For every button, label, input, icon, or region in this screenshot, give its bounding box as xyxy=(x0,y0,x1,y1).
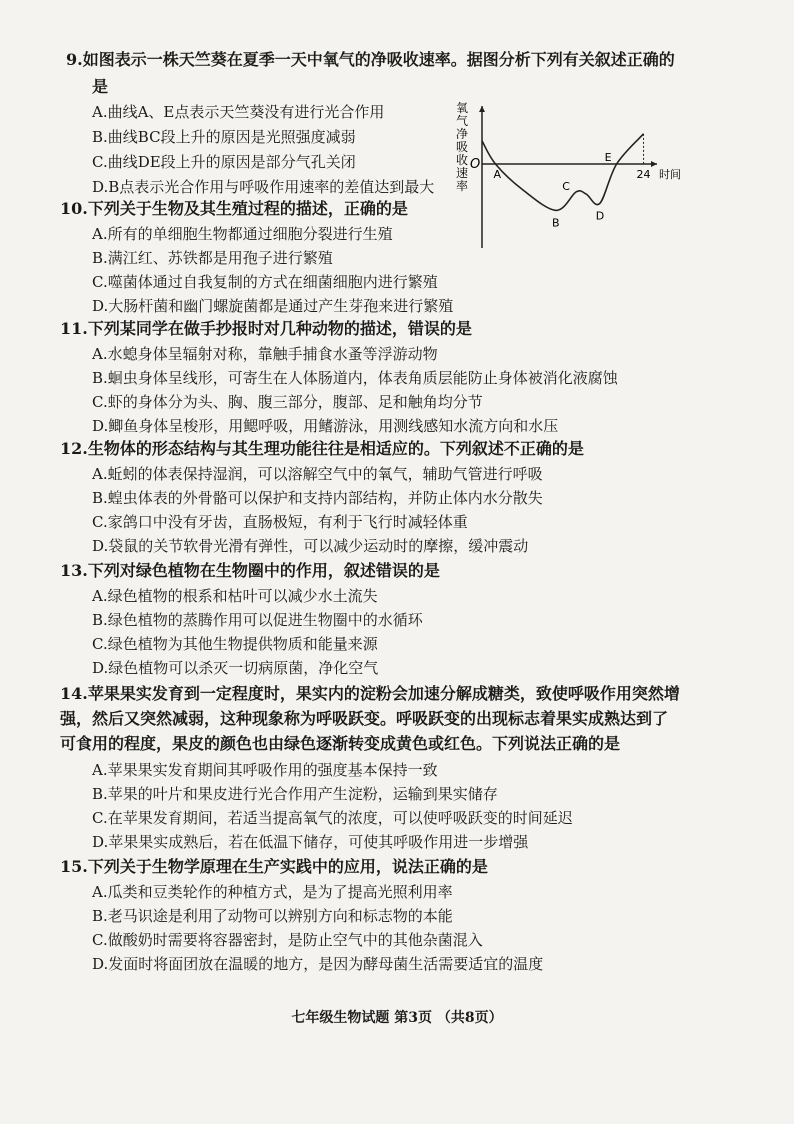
question-stem: 13.下列对绿色植物在生物圈中的作用，叙述错误的是 xyxy=(60,561,440,580)
question-stem: 9.如图表示一株天竺葵在夏季一天中氧气的净吸收速率。据图分析下列有关叙述正确的 xyxy=(66,50,675,69)
question-stem: 10.下列关于生物及其生殖过程的描述，正确的是 xyxy=(60,199,408,218)
question-stem: 11.下列某同学在做手抄报时对几种动物的描述，错误的是 xyxy=(60,319,472,338)
option-a: A.瓜类和豆类轮作的种植方式，是为了提高光照利用率 xyxy=(92,883,453,901)
option-a: A.所有的单细胞生物都通过细胞分裂进行生殖 xyxy=(92,225,393,243)
point-label-a: A xyxy=(493,168,501,181)
option-c: C.噬菌体通过自我复制的方式在细菌细胞内进行繁殖 xyxy=(92,273,438,291)
question-stem: 12.生物体的形态结构与其生理功能往往是相适应的。下列叙述不正确的是 xyxy=(60,439,584,458)
question-stem-continued: 强，然后又突然减弱，这种现象称为呼吸跃变。呼吸跃变的出现标志着果实成熟达到了 xyxy=(60,709,669,728)
question-stem: 14.苹果果实发育到一定程度时，果实内的淀粉会加速分解成糖类，致使呼吸作用突然增 xyxy=(60,684,680,703)
option-d: D.大肠杆菌和幽门螺旋菌都是通过产生芽孢来进行繁殖 xyxy=(92,297,454,315)
option-b: B.老马识途是利用了动物可以辨别方向和标志物的本能 xyxy=(92,907,453,925)
y-axis-label-char: 净 xyxy=(456,127,469,141)
option-a: A.蚯蚓的体表保持湿润，可以溶解空气中的氧气，辅助气管进行呼吸 xyxy=(92,465,543,483)
point-label-d: D xyxy=(595,209,605,223)
x-axis-label: 时间 xyxy=(659,168,681,181)
point-label-e: E xyxy=(604,151,612,164)
option-b: B.曲线BC段上升的原因是光照强度减弱 xyxy=(92,128,356,146)
option-c: C.做酸奶时需要将容器密封，是防止空气中的其他杂菌混入 xyxy=(92,931,483,949)
option-d: D.绿色植物可以杀灭一切病原菌，净化空气 xyxy=(92,659,379,677)
option-c: C.绿色植物为其他生物提供物质和能量来源 xyxy=(92,635,378,653)
option-c: C.在苹果发育期间，若适当提高氧气的浓度，可以使呼吸跃变的时间延迟 xyxy=(92,809,573,827)
option-b: B.满江红、苏铁都是用孢子进行繁殖 xyxy=(92,249,333,267)
option-d: D.鲫鱼身体呈梭形，用鳃呼吸，用鳍游泳，用测线感知水流方向和水压 xyxy=(92,417,559,435)
y-axis-label-char: 率 xyxy=(456,179,469,193)
x-tick-24-label: 24 xyxy=(636,168,651,181)
y-axis-label-char: 收 xyxy=(456,153,469,167)
page-footer: 七年级生物试题 第3页 （共8页） xyxy=(291,1010,503,1026)
option-d: D.B点表示光合作用与呼吸作用速率的差值达到最大 xyxy=(92,178,435,196)
series-line xyxy=(482,134,644,211)
y-axis-label-char: 吸 xyxy=(456,140,469,154)
option-b: B.苹果的叶片和果皮进行光合作用产生淀粉，运输到果实储存 xyxy=(92,785,498,803)
option-c: C.虾的身体分为头、胸、腹三部分，腹部、足和触角均分节 xyxy=(92,393,483,411)
option-d: D.苹果果实成熟后，若在低温下储存，可使其呼吸作用进一步增强 xyxy=(92,833,529,851)
option-c: C.家鸽口中没有牙齿，直肠极短，有利于飞行时减轻体重 xyxy=(92,513,468,531)
x-axis-arrow xyxy=(651,161,657,167)
question-stem-continued: 是 xyxy=(92,77,109,96)
option-b: B.蝗虫体表的外骨骼可以保护和支持内部结构，并防止体内水分散失 xyxy=(92,489,543,507)
option-b: B.蛔虫身体呈线形，可寄生在人体肠道内，体表角质层能防止身体被消化液腐蚀 xyxy=(92,369,618,387)
question-stem: 15.下列关于生物学原理在生产实践中的应用，说法正确的是 xyxy=(60,857,488,876)
y-axis-label xyxy=(456,101,468,193)
y-axis-label-char: 速 xyxy=(456,166,469,180)
option-a: A.水螅身体呈辐射对称，靠触手捕食水蚤等浮游动物 xyxy=(92,345,438,363)
y-axis-label-char: 气 xyxy=(456,114,469,128)
option-b: B.绿色植物的蒸腾作用可以促进生物圈中的水循环 xyxy=(92,611,423,629)
origin-label: O xyxy=(470,157,481,172)
option-a: A.曲线A、E点表示天竺葵没有进行光合作用 xyxy=(92,103,385,121)
y-axis-label-char: 氧 xyxy=(456,101,469,115)
point-label-b: B xyxy=(552,216,560,230)
option-c: C.曲线DE段上升的原因是部分气孔关闭 xyxy=(92,153,356,171)
oxygen-absorption-chart xyxy=(452,98,692,258)
question-stem-continued-2: 可食用的程度，果皮的颜色也由绿色逐渐转变成黄色或红色。下列说法正确的是 xyxy=(60,734,621,753)
y-axis-arrow xyxy=(479,106,485,112)
option-a: A.绿色植物的根系和枯叶可以减少水土流失 xyxy=(92,587,378,605)
option-a: A.苹果果实发育期间其呼吸作用的强度基本保持一致 xyxy=(92,761,438,779)
option-d: D.发面时将面团放在温暖的地方，是因为酵母菌生活需要适宜的温度 xyxy=(92,955,544,973)
option-d: D.袋鼠的关节软骨光滑有弹性，可以减少运动时的摩擦，缓冲震动 xyxy=(92,537,529,555)
point-label-c: C xyxy=(562,179,570,193)
